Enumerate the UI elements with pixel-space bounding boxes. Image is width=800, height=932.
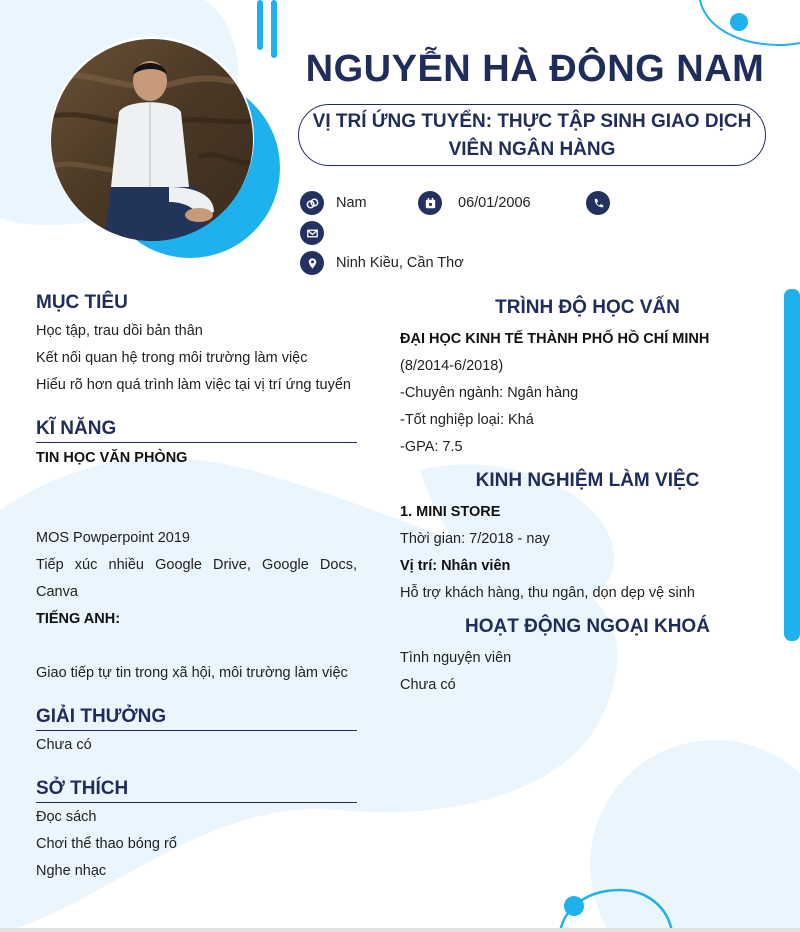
experience-time: Thời gian: 7/2018 - nay bbox=[400, 531, 550, 547]
awards-divider bbox=[36, 730, 357, 731]
location-pin-icon bbox=[300, 251, 324, 275]
objective-item: Hiểu rõ hơn quá trình làm việc tại vị trí ứng tuyển bbox=[36, 377, 351, 393]
activity-item: Tình nguyện viên bbox=[400, 650, 512, 666]
position-line-2: VIÊN NGÂN HÀNG bbox=[448, 139, 616, 160]
experience-role: Vị trí: Nhân viên bbox=[400, 558, 511, 574]
education-grade: -Tốt nghiệp loại: Khá bbox=[400, 412, 534, 428]
hobbies-divider bbox=[36, 802, 357, 803]
experience-duties: Hỗ trợ khách hàng, thu ngân, dọn dẹp vệ sinh bbox=[400, 585, 695, 601]
experience-title: KINH NGHIỆM LÀM VIỆC bbox=[475, 470, 700, 491]
awards-title: GIẢI THƯỞNG bbox=[36, 706, 167, 727]
activity-item: Chưa có bbox=[400, 677, 456, 693]
office-skill-item: MOS Powperpoint 2019 bbox=[36, 530, 190, 546]
education-major: -Chuyên ngành: Ngân hàng bbox=[400, 385, 579, 401]
objective-title: MỤC TIÊU bbox=[36, 292, 128, 313]
skills-title: KĨ NĂNG bbox=[36, 418, 117, 439]
position-line-1: VỊ TRÍ ỨNG TUYỂN: THỰC TẬP SINH GIAO DỊCH bbox=[312, 111, 752, 132]
award-item: Chưa có bbox=[36, 737, 92, 753]
education-title: TRÌNH ĐỘ HỌC VẤN bbox=[495, 297, 680, 318]
hobby-item: Chơi thể thao bóng rổ bbox=[36, 836, 177, 852]
gender-icon bbox=[300, 191, 324, 215]
candidate-name: NGUYỄN HÀ ĐÔNG NAM bbox=[305, 48, 765, 90]
office-skill-item: Tiếp xúc nhiều Google Drive, Google Docs, bbox=[36, 557, 357, 573]
objective-item: Kết nối quan hệ trong môi trường làm việc bbox=[36, 350, 308, 366]
calendar-icon bbox=[418, 191, 442, 215]
objective-item: Học tập, trau dồi bản thân bbox=[36, 323, 203, 339]
office-skill-item: Canva bbox=[36, 584, 78, 600]
position-box bbox=[298, 104, 766, 166]
office-skills-title: TIN HỌC VĂN PHÒNG bbox=[36, 450, 188, 466]
education-period: (8/2014-6/2018) bbox=[400, 358, 504, 374]
dob-value: 06/01/2006 bbox=[458, 195, 531, 211]
english-skill-item: Giao tiếp tự tin trong xã hội, môi trường làm việc bbox=[36, 665, 348, 681]
experience-company: 1. MINI STORE bbox=[400, 504, 501, 520]
envelope-icon bbox=[300, 221, 324, 245]
activities-title: HOẠT ĐỘNG NGOẠI KHOÁ bbox=[465, 616, 710, 637]
skills-divider bbox=[36, 442, 357, 443]
phone-icon bbox=[586, 191, 610, 215]
address-value: Ninh Kiều, Cần Thơ bbox=[336, 255, 464, 271]
hobbies-title: SỞ THÍCH bbox=[36, 778, 129, 799]
gender-value: Nam bbox=[336, 195, 367, 211]
avatar bbox=[49, 37, 255, 243]
hobby-item: Nghe nhạc bbox=[36, 863, 107, 879]
hobby-item: Đọc sách bbox=[36, 809, 97, 825]
school-name: ĐẠI HỌC KINH TẾ THÀNH PHỐ HỒ CHÍ MINH bbox=[400, 331, 710, 347]
education-gpa: -GPA: 7.5 bbox=[400, 439, 463, 455]
english-title: TIẾNG ANH: bbox=[36, 611, 121, 627]
